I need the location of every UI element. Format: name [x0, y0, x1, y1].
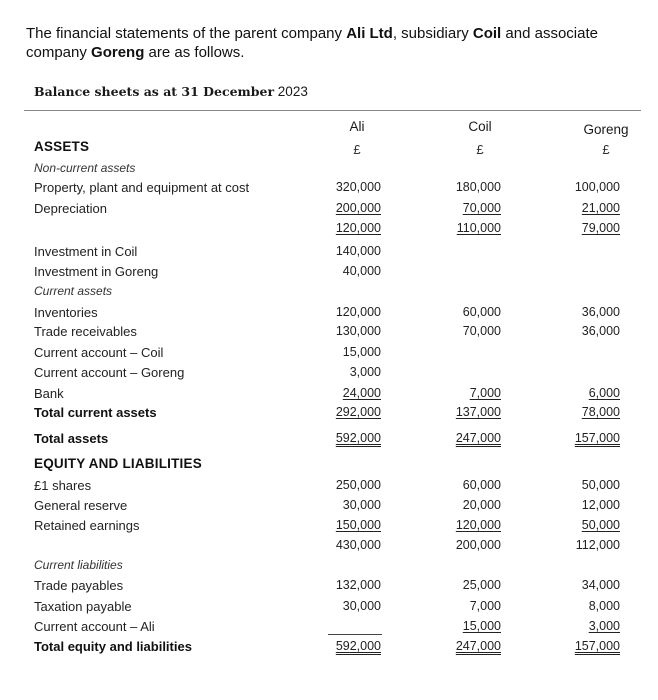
intro-text: The financial statements of the parent company — [26, 25, 347, 42]
intro-text: and associate company — [26, 25, 598, 61]
label-bank: Bank — [34, 386, 64, 401]
value-cell: 30,000 — [342, 599, 381, 613]
section-equity-liabilities: EQUITY AND LIABILITIES — [34, 456, 202, 471]
value-cell: 78,000 — [581, 405, 620, 419]
value-cell: 592,000 — [335, 431, 381, 445]
section-assets: ASSETS — [34, 139, 90, 154]
value-cell: 79,000 — [581, 221, 620, 235]
title-text: Balance sheets as at 31 December — [34, 84, 275, 99]
value-cell: 140,000 — [335, 244, 381, 258]
value-cell: 21,000 — [581, 201, 620, 215]
value-cell: 6,000 — [588, 386, 620, 400]
label-current-account-ali: Current account – Ali — [34, 619, 155, 634]
value-cell: 112,000 — [575, 538, 620, 552]
value-cell: 60,000 — [462, 478, 501, 492]
label-current-account-coil: Current account – Coil — [34, 345, 164, 360]
value-cell: 247,000 — [455, 431, 501, 445]
value-cell: 34,000 — [581, 578, 620, 592]
value-cell: 150,000 — [335, 518, 381, 532]
value-cell: 3,000 — [588, 619, 620, 633]
label-trade-receivables: Trade receivables — [34, 324, 137, 339]
label-ppe: Property, plant and equipment at cost — [34, 180, 250, 195]
value-cell: 20,000 — [462, 498, 501, 512]
intro-ali: Ali Ltd — [346, 25, 393, 42]
value-cell: 250,000 — [335, 478, 381, 492]
label-trade-payables: Trade payables — [34, 578, 124, 593]
intro-text: are as follows. — [144, 44, 245, 61]
intro-coil: Coil — [472, 25, 502, 42]
value-cell: 120,000 — [335, 305, 381, 319]
value-cell: 7,000 — [469, 599, 501, 613]
value-cell: 40,000 — [342, 264, 381, 278]
value-cell: 12,000 — [581, 498, 620, 512]
value-cell: 592,000 — [335, 639, 381, 653]
value-cell: 36,000 — [581, 305, 620, 319]
col-header-ali: Ali — [349, 119, 365, 134]
value-cell: 200,000 — [455, 538, 501, 552]
value-cell: 120,000 — [455, 518, 501, 532]
label-inventories: Inventories — [34, 305, 98, 320]
currency-coil: £ — [476, 142, 484, 157]
subsection-current-liabilities: Current liabilities — [34, 558, 123, 572]
value-cell: 180,000 — [455, 180, 501, 194]
label-shares: £1 shares — [34, 478, 92, 493]
label-total-current-assets: Total current assets — [34, 405, 157, 420]
value-cell: 36,000 — [581, 324, 620, 338]
value-cell: 15,000 — [342, 345, 381, 359]
value-cell: 70,000 — [462, 324, 501, 338]
value-cell: 137,000 — [455, 405, 501, 419]
value-cell: 25,000 — [462, 578, 501, 592]
rule-line — [328, 634, 382, 635]
intro-text: , subsidiary — [392, 25, 473, 42]
value-cell: 50,000 — [581, 478, 620, 492]
col-header-goreng: Goreng — [583, 122, 629, 137]
label-investment-coil: Investment in Coil — [34, 244, 138, 259]
label-current-account-goreng: Current account – Goreng — [34, 365, 185, 380]
value-cell: 100,000 — [574, 180, 620, 194]
label-investment-goreng: Investment in Goreng — [34, 264, 159, 279]
value-cell: 15,000 — [462, 619, 501, 633]
value-cell: 120,000 — [335, 221, 381, 235]
value-cell: 130,000 — [335, 324, 381, 338]
value-cell: 3,000 — [349, 365, 381, 379]
value-cell: 247,000 — [455, 639, 501, 653]
currency-goreng: £ — [602, 142, 610, 157]
value-cell: 157,000 — [574, 639, 620, 653]
value-cell: 60,000 — [462, 305, 501, 319]
value-cell: 292,000 — [335, 405, 381, 419]
subsection-noncurrent: Non-current assets — [34, 161, 136, 175]
value-cell: 200,000 — [335, 201, 381, 215]
subsection-current: Current assets — [34, 284, 113, 298]
currency-ali: £ — [353, 142, 361, 157]
balance-sheet-title — [34, 84, 308, 99]
value-cell: 320,000 — [335, 180, 381, 194]
label-retained-earnings: Retained earnings — [34, 518, 140, 533]
value-cell: 430,000 — [335, 538, 381, 552]
value-cell: 8,000 — [588, 599, 620, 613]
value-cell: 110,000 — [456, 221, 501, 235]
value-cell: 132,000 — [335, 578, 381, 592]
value-cell: 24,000 — [342, 386, 381, 400]
title-year: 2023 — [274, 84, 308, 99]
label-general-reserve: General reserve — [34, 498, 128, 513]
intro-paragraph — [26, 24, 641, 62]
col-header-coil: Coil — [468, 119, 492, 134]
label-total-equity-liabilities: Total equity and liabilities — [34, 639, 192, 654]
label-total-assets: Total assets — [34, 431, 109, 446]
value-cell: 50,000 — [581, 518, 620, 532]
intro-goreng: Goreng — [91, 44, 145, 61]
value-cell: 157,000 — [574, 431, 620, 445]
label-depreciation: Depreciation — [34, 201, 107, 216]
label-taxation-payable: Taxation payable — [34, 599, 132, 614]
value-cell: 70,000 — [462, 201, 501, 215]
value-cell: 30,000 — [342, 498, 381, 512]
value-cell: 7,000 — [469, 386, 501, 400]
title-rule — [24, 110, 641, 111]
